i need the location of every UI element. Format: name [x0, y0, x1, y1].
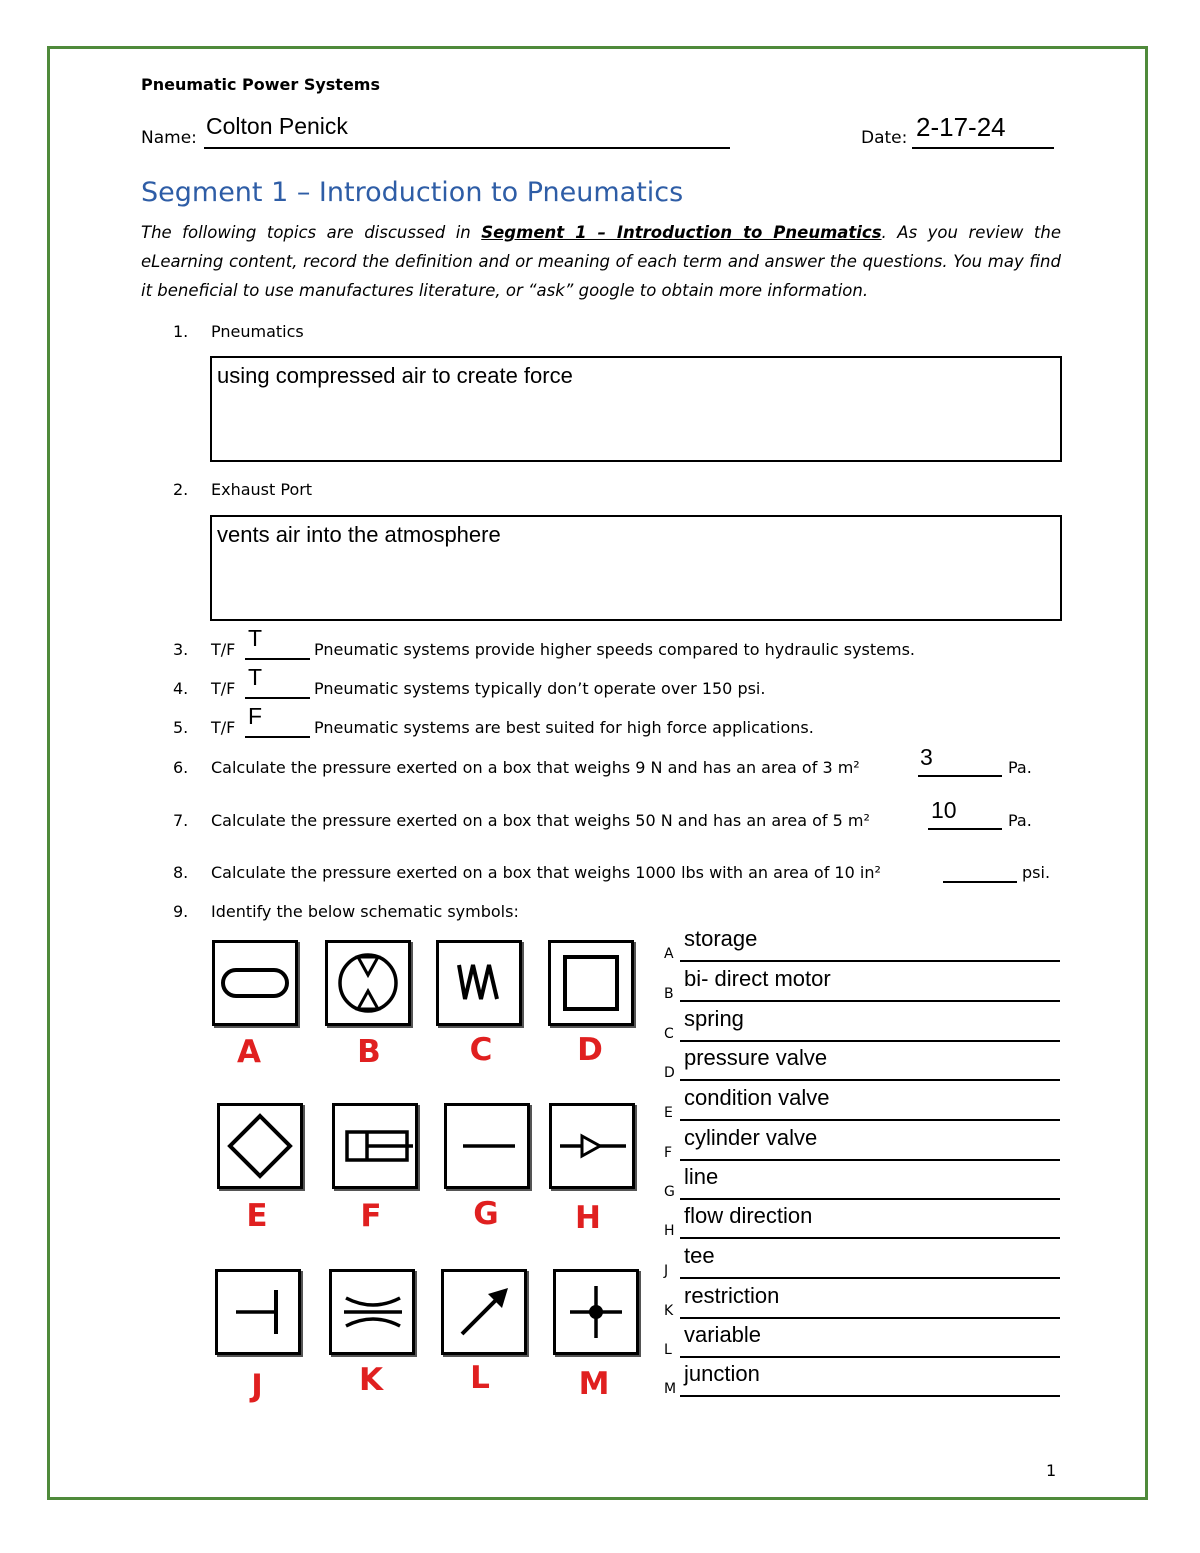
- symbol-answer-g[interactable]: G line: [664, 1160, 1060, 1200]
- q7-underline: [928, 828, 1002, 830]
- symbol-label-b: B: [357, 1034, 381, 1070]
- q6-underline: [918, 775, 1002, 777]
- symbol-label-f: F: [360, 1198, 382, 1234]
- q9-text: Identify the below schematic symbols:: [211, 902, 519, 921]
- symbol-g-line-icon: [444, 1103, 530, 1189]
- symbol-c-spring-icon: [436, 940, 522, 1026]
- symbol-e-diamond-icon: [217, 1103, 303, 1189]
- q5-number: 5.: [173, 718, 189, 737]
- q2-answer: vents air into the atmosphere: [217, 522, 501, 547]
- intro-paragraph: The following topics are discussed in Segment 1 – Introduction to Pneumatics. As you review the eLearning content, record the definition and or meaning of each term and answer the questions. You may find it beneficial to use manufactures literature, or “ask” google to obtain more information.: [141, 223, 1061, 300]
- segment-title: Segment 1 – Introduction to Pneumatics: [141, 177, 684, 208]
- symbol-label-d: D: [577, 1032, 603, 1068]
- symbol-l-variable-arrow-icon: [441, 1269, 527, 1355]
- q1-text: Pneumatics: [211, 322, 304, 341]
- q8-number: 8.: [173, 863, 189, 882]
- q2-number: 2.: [173, 480, 189, 499]
- symbol-answer-d[interactable]: D pressure valve: [664, 1041, 1060, 1081]
- q2-text: Exhaust Port: [211, 480, 313, 499]
- segment-reference: Segment 1 – Introduction to Pneumatics: [481, 223, 882, 242]
- q5-underline: [245, 736, 310, 738]
- symbol-answer-l[interactable]: L variable: [664, 1318, 1060, 1358]
- symbol-answer-m[interactable]: M junction: [664, 1357, 1060, 1397]
- q6-unit: Pa.: [1008, 758, 1032, 777]
- q1-answer: using compressed air to create force: [217, 363, 573, 388]
- q4-text: Pneumatic systems typically don’t operate over 150 psi.: [314, 679, 766, 698]
- q6-text: Calculate the pressure exerted on a box that weighs 9 N and has an area of 3 m²: [211, 758, 860, 777]
- q8-text: Calculate the pressure exerted on a box that weighs 1000 lbs with an area of 10 in²: [211, 863, 881, 882]
- name-field[interactable]: Colton Penick: [206, 113, 348, 139]
- date-label: Date:: [861, 128, 908, 148]
- name-underline: [204, 147, 730, 149]
- q4-number: 4.: [173, 679, 189, 698]
- q5-text: Pneumatic systems are best suited for high force applications.: [314, 718, 814, 737]
- name-label: Name:: [141, 128, 197, 148]
- symbol-answer-f[interactable]: F cylinder valve: [664, 1121, 1060, 1161]
- symbol-answer-e[interactable]: E condition valve: [664, 1081, 1060, 1121]
- symbol-answer-h[interactable]: H flow direction: [664, 1199, 1060, 1239]
- date-underline: [912, 147, 1054, 149]
- q3-underline: [245, 658, 310, 660]
- q2-answer-box[interactable]: [210, 515, 1062, 621]
- q8-underline: [943, 881, 1017, 883]
- q7-number: 7.: [173, 811, 189, 830]
- q7-unit: Pa.: [1008, 811, 1032, 830]
- q4-underline: [245, 697, 310, 699]
- q3-number: 3.: [173, 640, 189, 659]
- symbol-a-reservoir-icon: [212, 940, 298, 1026]
- q1-number: 1.: [173, 322, 189, 341]
- symbol-label-l: L: [470, 1360, 490, 1396]
- q5-answer[interactable]: F: [248, 703, 263, 729]
- symbol-answer-c[interactable]: C spring: [664, 1002, 1060, 1042]
- symbol-m-junction-icon: [553, 1269, 639, 1355]
- symbol-d-square-icon: [548, 940, 634, 1026]
- q7-text: Calculate the pressure exerted on a box that weighs 50 N and has an area of 5 m²: [211, 811, 870, 830]
- q6-number: 6.: [173, 758, 189, 777]
- page-number: 1: [1046, 1461, 1057, 1480]
- document-header: Pneumatic Power Systems: [141, 75, 380, 94]
- symbol-label-m: M: [578, 1366, 610, 1402]
- symbol-label-c: C: [469, 1032, 493, 1068]
- symbol-answer-a[interactable]: A storage: [664, 922, 1060, 962]
- q4-answer[interactable]: T: [248, 664, 263, 690]
- date-field[interactable]: 2-17-24: [916, 112, 1006, 142]
- q5-prefix: T/F: [211, 718, 236, 737]
- symbol-answer-k[interactable]: K restriction: [664, 1279, 1060, 1319]
- symbol-j-tee-icon: [215, 1269, 301, 1355]
- symbol-b-motor-icon: [325, 940, 411, 1026]
- symbol-label-j: J: [251, 1368, 263, 1404]
- symbol-f-cylinder-icon: [332, 1103, 418, 1189]
- q9-number: 9.: [173, 902, 189, 921]
- symbol-label-g: G: [473, 1196, 499, 1232]
- symbol-k-restriction-icon: [329, 1269, 415, 1355]
- q6-answer[interactable]: 3: [920, 744, 933, 770]
- q7-answer[interactable]: 10: [931, 797, 957, 823]
- symbol-label-h: H: [575, 1200, 601, 1236]
- q3-text: Pneumatic systems provide higher speeds compared to hydraulic systems.: [314, 640, 915, 659]
- symbol-label-a: A: [237, 1034, 261, 1070]
- symbol-label-e: E: [246, 1198, 268, 1234]
- q3-answer[interactable]: T: [248, 625, 263, 651]
- symbol-label-k: K: [358, 1362, 384, 1398]
- q1-answer-box[interactable]: [210, 356, 1062, 462]
- symbol-answer-j[interactable]: J tee: [664, 1239, 1060, 1279]
- symbol-answer-b[interactable]: B bi- direct motor: [664, 962, 1060, 1002]
- q3-prefix: T/F: [211, 640, 236, 659]
- symbol-h-flow-direction-icon: [549, 1103, 635, 1189]
- q8-unit: psi.: [1022, 863, 1051, 882]
- q4-prefix: T/F: [211, 679, 236, 698]
